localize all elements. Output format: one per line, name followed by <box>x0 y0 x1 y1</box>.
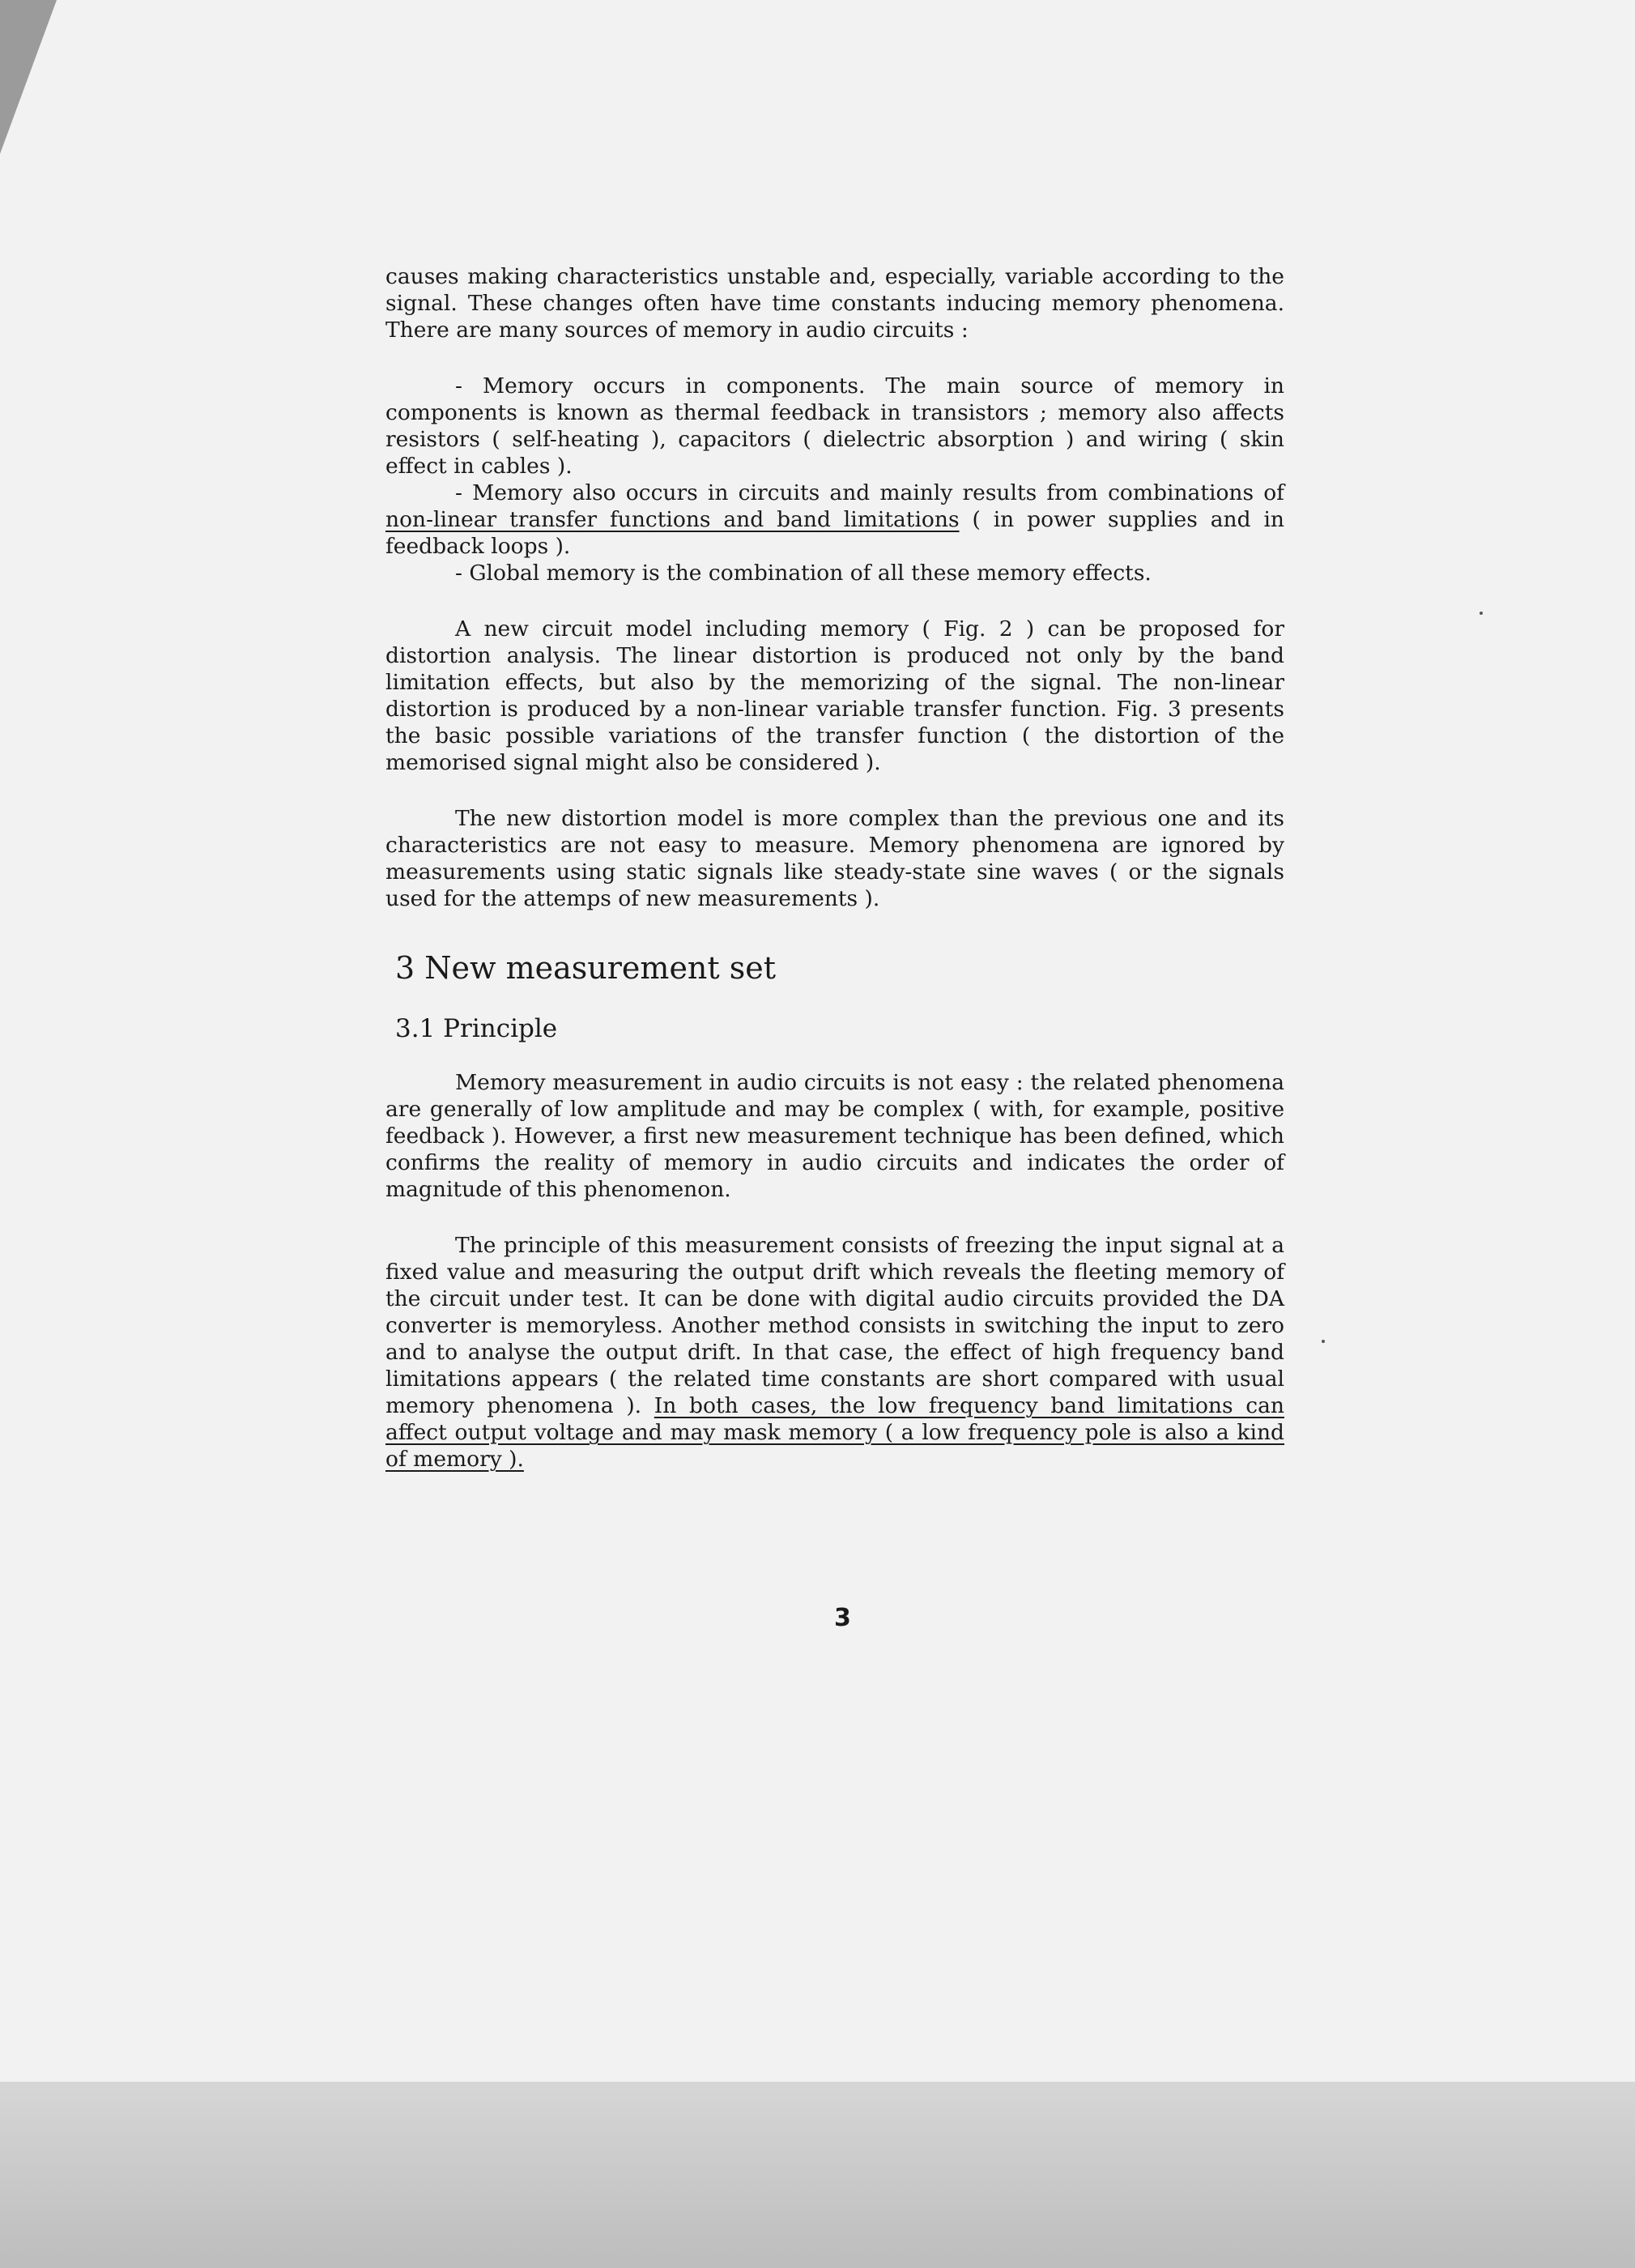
paragraph-intro: causes making characteristics unstable and, especially, variable according to the signal. These changes often have time constants inducing memory phenomena. There are many sources of memory in audio circuits : <box>385 264 1284 343</box>
scan-bottom-shadow <box>0 2082 1635 2268</box>
bullet-circuits-text: - Memory also occurs in circuits and mainly results from combinations of <box>455 480 1284 505</box>
document-page <box>385 263 1284 1473</box>
paragraph-principle-1: Memory measurement in audio circuits is not easy : the related phenomena are generally of low amplitude and may be complex ( with, for example, positive feedback ). However, a first new measurement technique has been defined, which confirms the reality of memory in audio circuits and indicates the order of magnitude of this phenomenon. <box>385 1070 1284 1202</box>
bullet-circuits <box>385 480 1284 560</box>
paragraph-principle-2 <box>385 1232 1284 1473</box>
scan-speck <box>1322 1340 1325 1343</box>
bullet-components: - Memory occurs in components. The main source of memory in components is known as thermal feedback in transistors ; memory also affects resistors ( self-heating ), capacitors ( dielectric absorption ) and wiring ( skin effect in cables ). <box>385 373 1284 479</box>
paragraph-principle-2-text: The principle of this measurement consists of freezing the input signal at a fixed value and measuring the output drift which reveals the fleeting memory of the circuit under test. It can be done with digital audio circuits provided the DA converter is memoryless. Another method consists in switching the input to zero and to analyse the output drift. In that case, the effect of high frequency band limitations appears ( the related time constants are short compared with usual memory phenomena ). <box>385 1233 1284 1418</box>
bullet-global: - Global memory is the combination of all these memory effects. <box>455 561 1152 586</box>
scan-corner-artifact <box>0 0 57 154</box>
underlined-sentence: In both cases, the low frequency band limitations can affect output voltage and may mask memory ( a low frequency pole is also a kind of memory ). <box>385 1393 1284 1472</box>
underlined-phrase: non-linear transfer functions and band limitations <box>385 507 960 532</box>
paragraph-circuit-model: A new circuit model including memory ( Fig. 2 ) can be proposed for distortion analysis. The linear distortion is produced not only by the band limitation effects, but also by the memorizing of the signal. The non-linear distortion is produced by a non-linear variable transfer function. Fig. 3 presents the basic possible variations of the transfer function ( the distortion of the memorised signal might also be considered ). <box>385 616 1284 775</box>
section-heading: 3 New measurement set <box>395 950 777 986</box>
subsection-heading: 3.1 Principle <box>395 1014 558 1043</box>
scan-speck <box>1480 612 1483 615</box>
bullet-circuits-tail: ( in power supplies and in feedback loops ). <box>385 507 1284 559</box>
paragraph-distortion-model: The new distortion model is more complex than the previous one and its characteristics are not easy to measure. Memory phenomena are ignored by measurements using static signals like steady-state sine waves ( or the signals used for the attemps of new measurements ). <box>385 806 1284 911</box>
page-number: 3 <box>834 1604 851 1632</box>
